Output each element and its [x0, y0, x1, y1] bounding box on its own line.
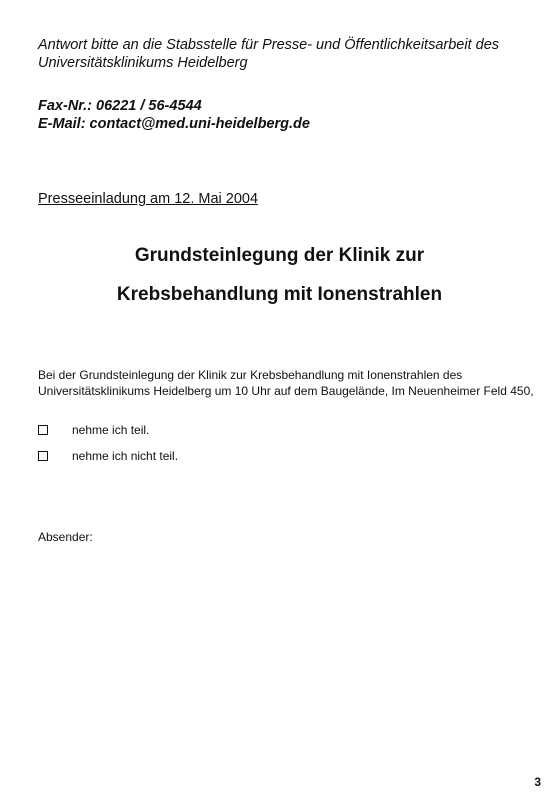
attend-checkbox[interactable] [38, 425, 48, 435]
press-invitation-date: Presseeinladung am 12. Mai 2004 [38, 191, 259, 207]
not-attend-label: nehme ich nicht teil. [72, 449, 179, 463]
headline-line-2: Krebsbehandlung mit Ionenstrahlen [116, 284, 443, 305]
reply-instruction-line-2: Universitätsklinikums Heidelberg [38, 55, 248, 71]
option-attend [38, 423, 150, 437]
email-address: E-Mail: contact@med.uni-heidelberg.de [38, 116, 310, 132]
body-text-line-1: Bei der Grundsteinlegung der Klinik zur Krebsbehandlung mit Ionenstrahlen des [38, 368, 463, 382]
not-attend-checkbox[interactable] [38, 451, 48, 461]
headline-line-1: Grundsteinlegung der Klinik zur [134, 245, 425, 266]
sender-label: Absender: [38, 530, 93, 544]
body-text-line-2: Universitätsklinikums Heidelberg um 10 Uhr auf dem Baugelände, Im Neuenheimer Feld 450, [38, 384, 534, 398]
reply-instruction-line-1: Antwort bitte an die Stabsstelle für Presse- und Öffentlichkeitsarbeit des [38, 37, 500, 53]
fax-number: Fax-Nr.: 06221 / 56-4544 [38, 98, 202, 114]
attend-label: nehme ich teil. [72, 423, 150, 437]
page-number: 3 [534, 775, 541, 789]
option-not-attend [38, 449, 179, 463]
